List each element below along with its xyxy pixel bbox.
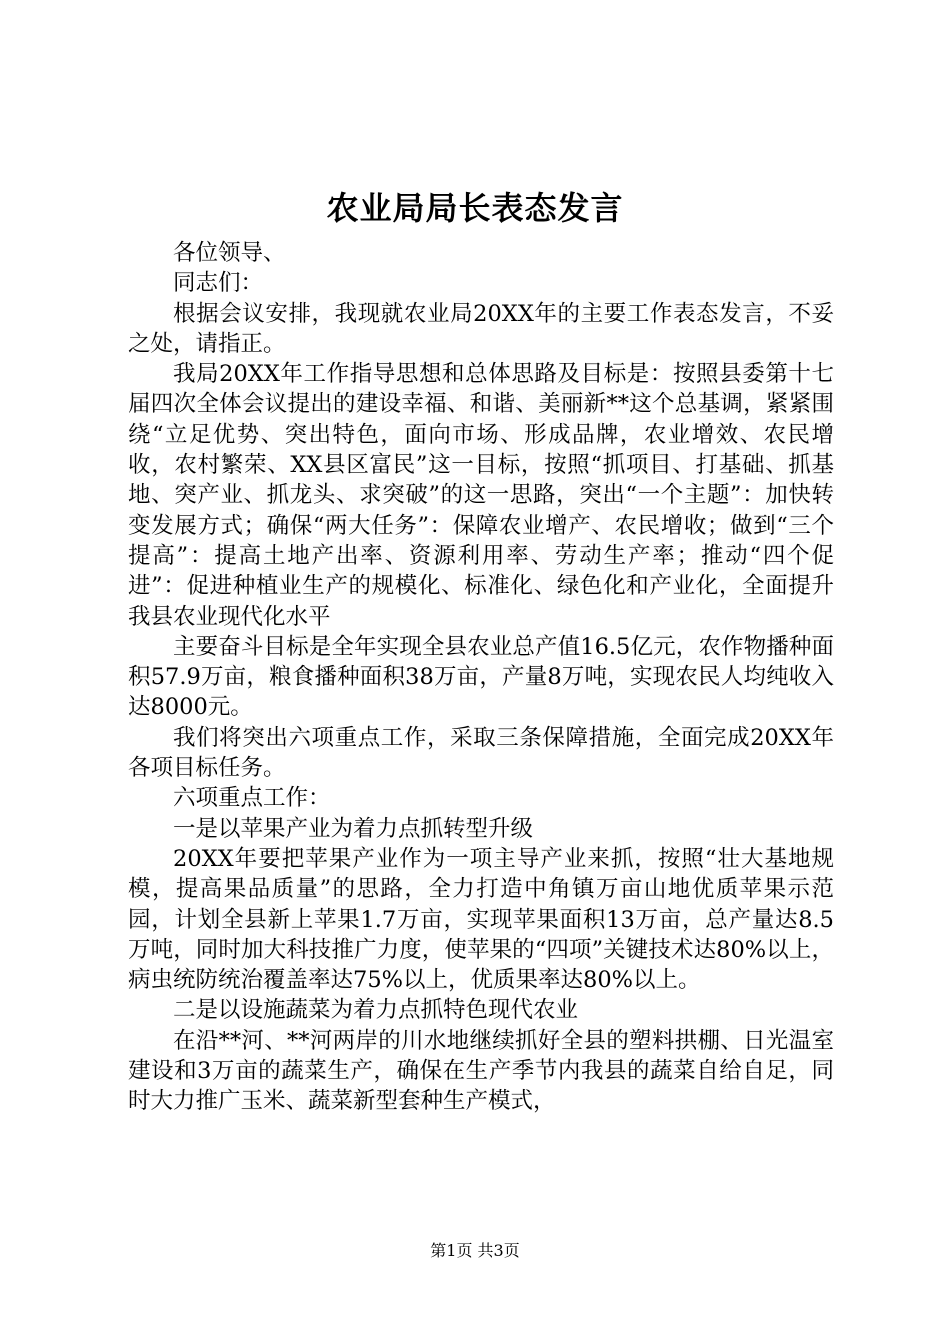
- document-title: 农业局局长表态发言: [326, 189, 624, 227]
- heading-facility-vegetables: 二是以设施蔬菜为着力点抓特色现代农业: [173, 997, 579, 1024]
- heading-apple-industry: 一是以苹果产业为着力点抓转型升级: [173, 815, 534, 842]
- heading-six-key-tasks: 六项重点工作：: [173, 785, 331, 812]
- paragraph-intro: 根据会议安排，我现就农业局20XX年的主要工作表态发言，不妥之处，请指正。: [128, 300, 834, 357]
- paragraph-key-tasks-summary: 我们将突出六项重点工作，采取三条保障措施，全面完成20XX年各项目标任务。: [128, 724, 834, 782]
- paragraph-apple-industry: 20XX年要把苹果产业作为一项主导产业来抓，按照“壮大基地规模，提高果品质量”的思路，全力打造中角镇万亩山地优质苹果示范园，计划全县新上苹果1.7万亩，实现苹果面积13万亩，总产量达8.5万吨，同时加大科技推广力度，使苹果的“四项”关键技术达80%以上，病虫统防统治覆盖率达75%以上，优质果率达80%以上。: [128, 845, 834, 994]
- paragraph-main-goals: 主要奋斗目标是全年实现全县农业总产值16.5亿元，农作物播种面积57.9万亩，粮食播种面积38万亩，产量8万吨，实现农民人均纯收入达8000元。: [128, 633, 834, 721]
- page-footer: 第1页 共3页: [430, 1241, 520, 1260]
- paragraph-facility-vegetables: 在沿**河、**河两岸的川水地继续抓好全县的塑料拱棚、日光温室建设和3万亩的蔬菜生产，确保在生产季节内我县的蔬菜自给自足，同时大力推广玉米、蔬菜新型套种生产模式，: [128, 1027, 834, 1115]
- paragraph-guiding-thought: 我局20XX年工作指导思想和总体思路及目标是：按照县委第十七届四次全体会议提出的建设幸福、和谐、美丽新**这个总基调，紧紧围绕“立足优势、突出特色，面向市场、形成品牌，农业增效、农民增收，农村繁荣、XX县区富民”这一目标，按照“抓项目、打基础、抓基地、突产业、抓龙头、求突破”的这一思路，突出“一个主题”：加快转变发展方式；确保“两大任务”：保障农业增产、农民增收；做到“三个提高”：提高土地产出率、资源利用率、劳动生产率；推动“四个促进”：促进种植业生产的规模化、标准化、绿色化和产业化，全面提升我县农业现代化水平: [128, 361, 834, 630]
- document-body: [128, 238, 834, 1117]
- salutation-comrades: 同志们：: [173, 270, 264, 297]
- salutation-leaders: 各位领导、: [173, 240, 286, 266]
